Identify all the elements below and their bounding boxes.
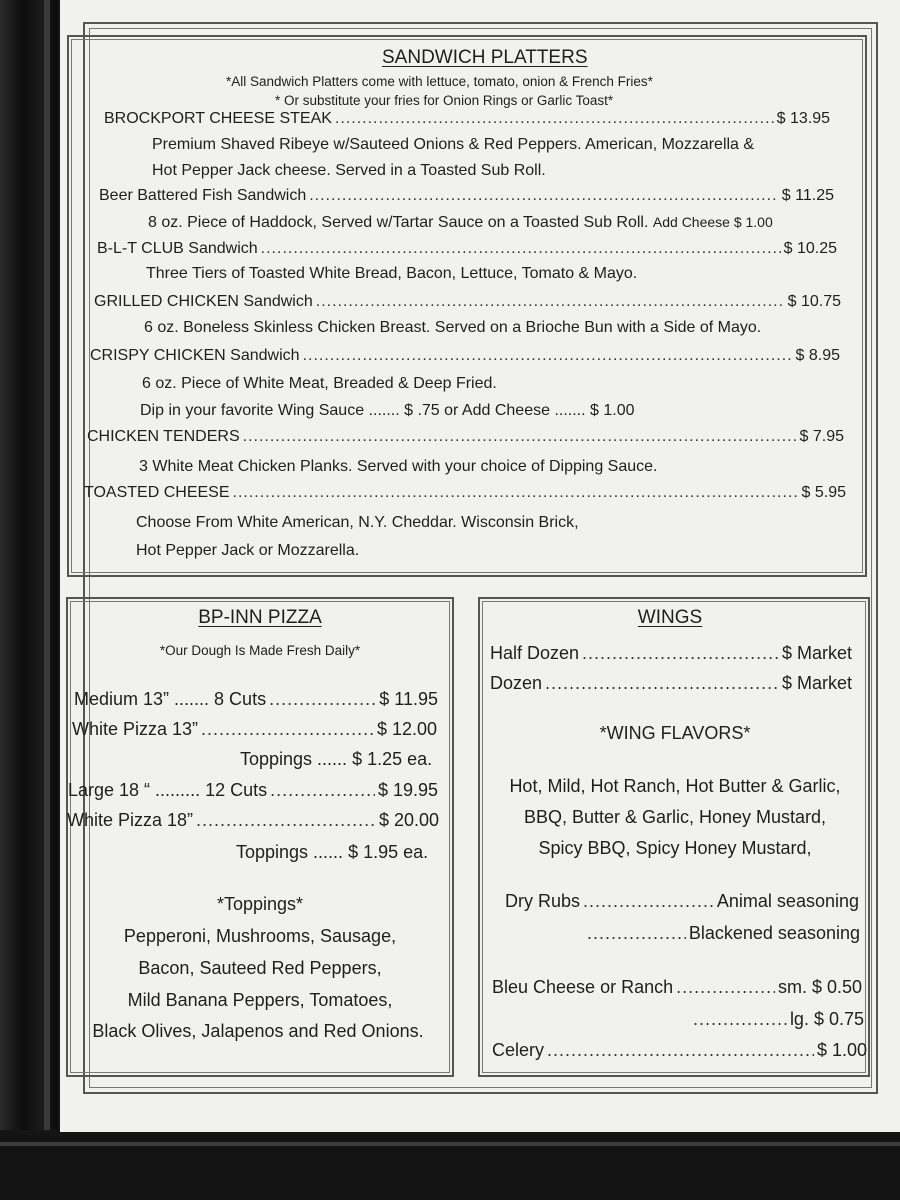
pizza-row-medium bbox=[74, 688, 438, 710]
dry-rubs-option: Blackened seasoning bbox=[688, 923, 860, 943]
dot-leader bbox=[243, 427, 797, 447]
wings-title: WINGS bbox=[637, 607, 703, 628]
celery-label: Celery bbox=[492, 1040, 545, 1060]
toppings-label: Toppings ...... bbox=[240, 749, 348, 769]
celery-row bbox=[492, 1039, 867, 1061]
wings-row-dozen bbox=[490, 672, 852, 694]
dot-leader bbox=[335, 109, 774, 129]
dot-leader bbox=[303, 346, 793, 366]
dry-rubs-row-2 bbox=[584, 922, 860, 944]
dot-leader bbox=[233, 483, 799, 503]
dot-leader bbox=[587, 922, 686, 944]
binder-bottom-sheen bbox=[0, 1142, 900, 1146]
toppings-price: $ 1.95 ea. bbox=[348, 842, 429, 862]
wing-flavors-title: *WING FLAVORS* bbox=[599, 723, 751, 743]
dot-leader bbox=[676, 976, 775, 998]
add-cheese-note: Add Cheese $ 1.00 bbox=[652, 214, 773, 230]
dressing-row-2 bbox=[690, 1008, 864, 1030]
item-description: Dip in your favorite Wing Sauce ....... $ .75 or Add Cheese ....... $ 1.00 bbox=[140, 402, 635, 419]
wings-price: $ Market bbox=[781, 643, 852, 663]
item-price: $ 13.95 bbox=[776, 110, 830, 127]
dot-leader bbox=[196, 809, 376, 831]
toppings-title: *Toppings* bbox=[216, 894, 304, 914]
wings-price: $ Market bbox=[781, 673, 852, 693]
item-name: GRILLED CHICKEN Sandwich bbox=[94, 293, 313, 310]
dot-leader bbox=[583, 890, 714, 912]
item-name: TOASTED CHEESE bbox=[84, 484, 230, 501]
item-description: 6 oz. Piece of White Meat, Breaded & Deep Fried. bbox=[142, 375, 497, 392]
dry-rubs-label: Dry Rubs bbox=[505, 891, 581, 911]
pizza-row-white-18 bbox=[67, 809, 439, 831]
item-price: $ 8.95 bbox=[795, 347, 840, 364]
dot-leader bbox=[545, 672, 779, 694]
dry-rubs-row bbox=[505, 890, 859, 912]
pizza-size-label: Medium 13” ....... 8 Cuts bbox=[74, 689, 267, 709]
wing-flavors-line: Hot, Mild, Hot Ranch, Hot Butter & Garlic, bbox=[509, 776, 841, 796]
pizza-price: $ 12.00 bbox=[376, 719, 437, 739]
menu-item-cheese-steak bbox=[104, 109, 830, 129]
pizza-size-label: White Pizza 13” bbox=[72, 719, 199, 739]
wing-flavors-line: BBQ, Butter & Garlic, Honey Mustard, bbox=[523, 807, 827, 827]
menu-item-blt-club bbox=[97, 239, 837, 259]
item-description: Hot Pepper Jack cheese. Served in a Toasted Sub Roll. bbox=[152, 162, 546, 179]
toppings-line: Bacon, Sauteed Red Peppers, bbox=[138, 958, 382, 978]
item-price: $ 7.95 bbox=[799, 428, 844, 445]
item-name: CHICKEN TENDERS bbox=[87, 428, 240, 445]
pizza-toppings-price-18 bbox=[236, 841, 428, 863]
item-name: CRISPY CHICKEN Sandwich bbox=[90, 347, 300, 364]
pizza-price: $ 11.95 bbox=[379, 689, 438, 709]
dot-leader bbox=[693, 1008, 787, 1030]
sandwich-note-1: *All Sandwich Platters come with lettuce, tomato, onion & French Fries* bbox=[226, 74, 653, 89]
pizza-toppings-price-13 bbox=[240, 748, 432, 770]
toppings-line: Mild Banana Peppers, Tomatoes, bbox=[127, 990, 393, 1010]
pizza-size-label: Large 18 “ ......... 12 Cuts bbox=[68, 780, 268, 800]
item-description bbox=[148, 212, 773, 233]
item-name: Beer Battered Fish Sandwich bbox=[99, 187, 307, 204]
dressing-large-price: lg. $ 0.75 bbox=[789, 1009, 864, 1029]
dressing-small-price: sm. $ 0.50 bbox=[777, 977, 862, 997]
menu-item-grilled-chicken bbox=[94, 292, 841, 312]
celery-price: $ 1.00 bbox=[816, 1040, 867, 1060]
binder-edge bbox=[44, 0, 50, 1130]
toppings-line: Pepperoni, Mushrooms, Sausage, bbox=[123, 926, 397, 946]
item-description-text: 8 oz. Piece of Haddock, Served w/Tartar Sauce on a Toasted Sub Roll. bbox=[148, 214, 649, 231]
dry-rubs-option: Animal seasoning bbox=[716, 891, 859, 911]
item-price: $ 11.25 bbox=[781, 187, 834, 204]
dressing-label: Bleu Cheese or Ranch bbox=[492, 977, 674, 997]
menu-item-fish-sandwich bbox=[99, 186, 834, 206]
pizza-title: BP-INN PIZZA bbox=[198, 607, 322, 628]
item-description: Three Tiers of Toasted White Bread, Bacon, Lettuce, Tomato & Mayo. bbox=[146, 265, 638, 282]
item-price: $ 10.75 bbox=[787, 293, 841, 310]
dot-leader bbox=[261, 239, 781, 259]
toppings-line: Black Olives, Jalapenos and Red Onions. bbox=[92, 1021, 424, 1041]
wings-row-half-dozen bbox=[490, 642, 852, 664]
pizza-note: *Our Dough Is Made Fresh Daily* bbox=[159, 643, 361, 658]
dot-leader bbox=[309, 186, 779, 206]
toppings-label: Toppings ...... bbox=[236, 842, 344, 862]
toppings-price: $ 1.25 ea. bbox=[352, 749, 433, 769]
dot-leader bbox=[201, 718, 374, 740]
dressing-row bbox=[492, 976, 862, 998]
item-description: 3 White Meat Chicken Planks. Served with your choice of Dipping Sauce. bbox=[139, 458, 658, 475]
item-description: Hot Pepper Jack or Mozzarella. bbox=[136, 542, 360, 559]
pizza-row-large bbox=[68, 779, 438, 801]
menu-page bbox=[60, 0, 900, 1132]
item-price: $ 5.95 bbox=[801, 484, 846, 501]
pizza-row-white-13 bbox=[72, 718, 437, 740]
menu-item-chicken-tenders bbox=[87, 427, 844, 447]
sandwich-platters-title: SANDWICH PLATTERS bbox=[382, 47, 588, 68]
dot-leader bbox=[547, 1039, 814, 1061]
item-name: B-L-T CLUB Sandwich bbox=[97, 240, 258, 257]
item-description: Choose From White American, N.Y. Cheddar. Wisconsin Brick, bbox=[136, 514, 579, 531]
dot-leader bbox=[269, 688, 376, 710]
item-price: $ 10.25 bbox=[783, 240, 837, 257]
dot-leader bbox=[270, 779, 375, 801]
menu-item-toasted-cheese bbox=[84, 483, 846, 503]
dot-leader bbox=[582, 642, 779, 664]
item-name: BROCKPORT CHEESE STEAK bbox=[104, 110, 332, 127]
item-description: Premium Shaved Ribeye w/Sauteed Onions & Red Peppers. American, Mozzarella & bbox=[152, 136, 755, 153]
wings-label: Half Dozen bbox=[490, 643, 580, 663]
sandwich-note-2: * Or substitute your fries for Onion Rings or Garlic Toast* bbox=[275, 93, 614, 108]
menu-item-crispy-chicken bbox=[90, 346, 840, 366]
dot-leader bbox=[316, 292, 785, 312]
wings-label: Dozen bbox=[490, 673, 543, 693]
item-description: 6 oz. Boneless Skinless Chicken Breast. Served on a Brioche Bun with a Side of Mayo. bbox=[144, 319, 762, 336]
pizza-price: $ 20.00 bbox=[378, 810, 439, 830]
wing-flavors-line: Spicy BBQ, Spicy Honey Mustard, bbox=[538, 838, 812, 858]
pizza-size-label: White Pizza 18” bbox=[67, 810, 194, 830]
pizza-price: $ 19.95 bbox=[377, 780, 438, 800]
